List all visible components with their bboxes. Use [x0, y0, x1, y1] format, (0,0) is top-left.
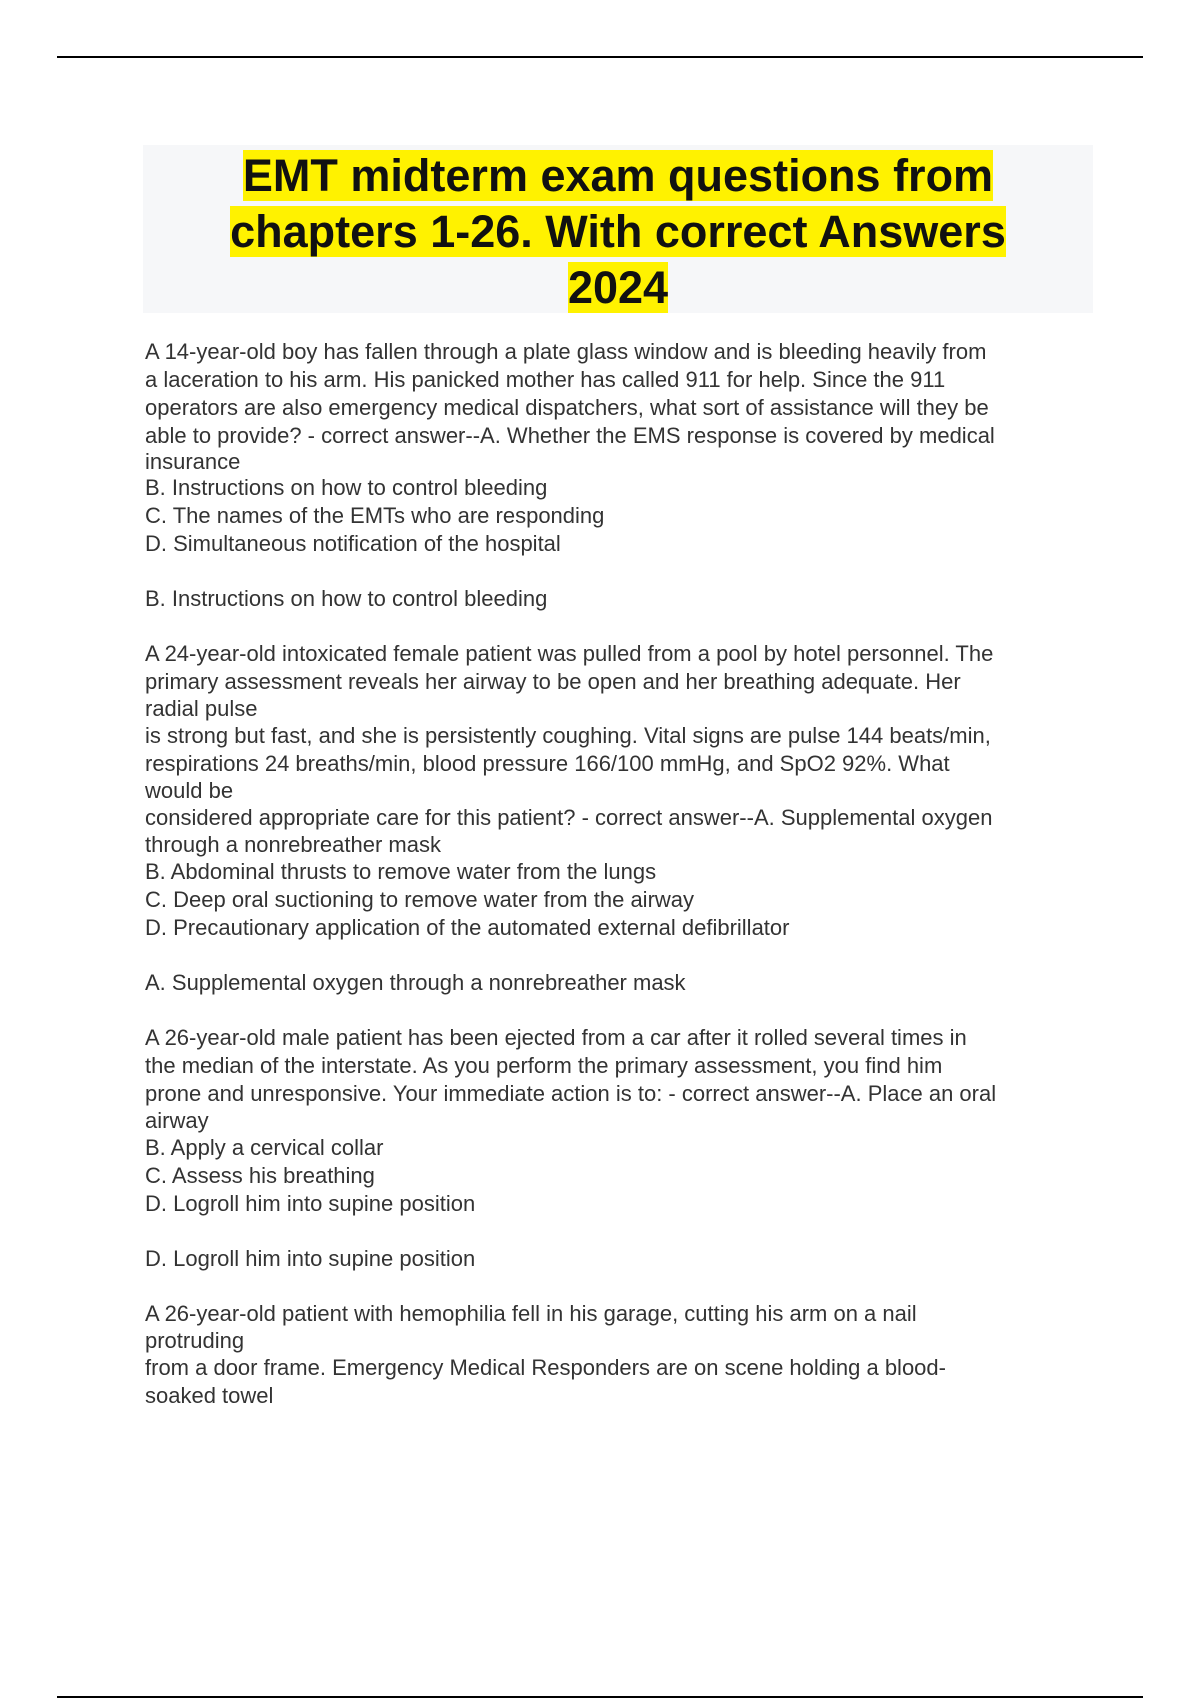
- question-line: able to provide? - correct answer--A. Whether the EMS response is covered by medical: [145, 423, 995, 448]
- question-line: protruding: [145, 1328, 245, 1353]
- answer-2: A. Supplemental oxygen through a nonrebreather mask: [145, 970, 686, 995]
- question-3: [145, 1024, 1090, 1218]
- question-line: the median of the interstate. As you perform the primary assessment, you find him: [145, 1053, 943, 1078]
- question-line: soaked towel: [145, 1383, 274, 1408]
- answer-3: D. Logroll him into supine position: [145, 1246, 476, 1271]
- question-2: [145, 640, 1090, 942]
- question-line: considered appropriate care for this patient? - correct answer--A. Supplemental oxygen: [145, 805, 993, 830]
- title-line-1: EMT midterm exam questions from: [242, 150, 994, 201]
- question-line: would be: [145, 778, 234, 803]
- question-4: [145, 1300, 1090, 1410]
- option-d: D. Logroll him into supine position: [145, 1191, 476, 1216]
- question-line: A 26-year-old patient with hemophilia fell in his garage, cutting his arm on a nail: [145, 1301, 917, 1326]
- question-line: A 26-year-old male patient has been ejected from a car after it rolled several times in: [145, 1025, 967, 1050]
- option-c: C. Assess his breathing: [145, 1163, 375, 1188]
- option-b: B. Instructions on how to control bleeding: [145, 475, 548, 500]
- option-c: C. Deep oral suctioning to remove water from the airway: [145, 887, 695, 912]
- option-b: B. Abdominal thrusts to remove water from the lungs: [145, 859, 657, 884]
- question-line: respirations 24 breaths/min, blood pressure 166/100 mmHg, and SpO2 92%. What: [145, 751, 950, 776]
- bottom-rule: [57, 1696, 1143, 1698]
- page-title: [143, 145, 1093, 316]
- question-line: is strong but fast, and she is persistently coughing. Vital signs are pulse 144 beats/min,: [145, 723, 991, 748]
- question-line: primary assessment reveals her airway to be open and her breathing adequate. Her: [145, 669, 961, 694]
- top-rule: [57, 56, 1143, 58]
- questions-content: [145, 338, 1090, 1410]
- question-line: from a door frame. Emergency Medical Responders are on scene holding a blood-: [145, 1355, 946, 1380]
- title-banner: [143, 145, 1093, 313]
- question-line: insurance: [145, 449, 241, 474]
- option-d: D. Simultaneous notification of the hospital: [145, 531, 561, 556]
- question-line: a laceration to his arm. His panicked mother has called 911 for help. Since the 911: [145, 367, 946, 392]
- question-line: A 14-year-old boy has fallen through a plate glass window and is bleeding heavily from: [145, 339, 987, 364]
- question-line: radial pulse: [145, 696, 258, 721]
- question-line: operators are also emergency medical dispatchers, what sort of assistance will they be: [145, 395, 989, 420]
- option-b: B. Apply a cervical collar: [145, 1135, 384, 1160]
- question-line: prone and unresponsive. Your immediate action is to: - correct answer--A. Place an oral: [145, 1081, 997, 1106]
- question-line: A 24-year-old intoxicated female patient was pulled from a pool by hotel personnel. The: [145, 641, 994, 666]
- title-line-3: 2024: [567, 262, 669, 313]
- option-c: C. The names of the EMTs who are responding: [145, 503, 605, 528]
- title-line-2: chapters 1-26. With correct Answers: [230, 206, 1006, 257]
- question-line: through a nonrebreather mask: [145, 832, 441, 857]
- question-line: airway: [145, 1108, 209, 1133]
- question-1: [145, 338, 1090, 558]
- answer-1: B. Instructions on how to control bleeding: [145, 586, 548, 611]
- option-d: D. Precautionary application of the automated external defibrillator: [145, 915, 790, 940]
